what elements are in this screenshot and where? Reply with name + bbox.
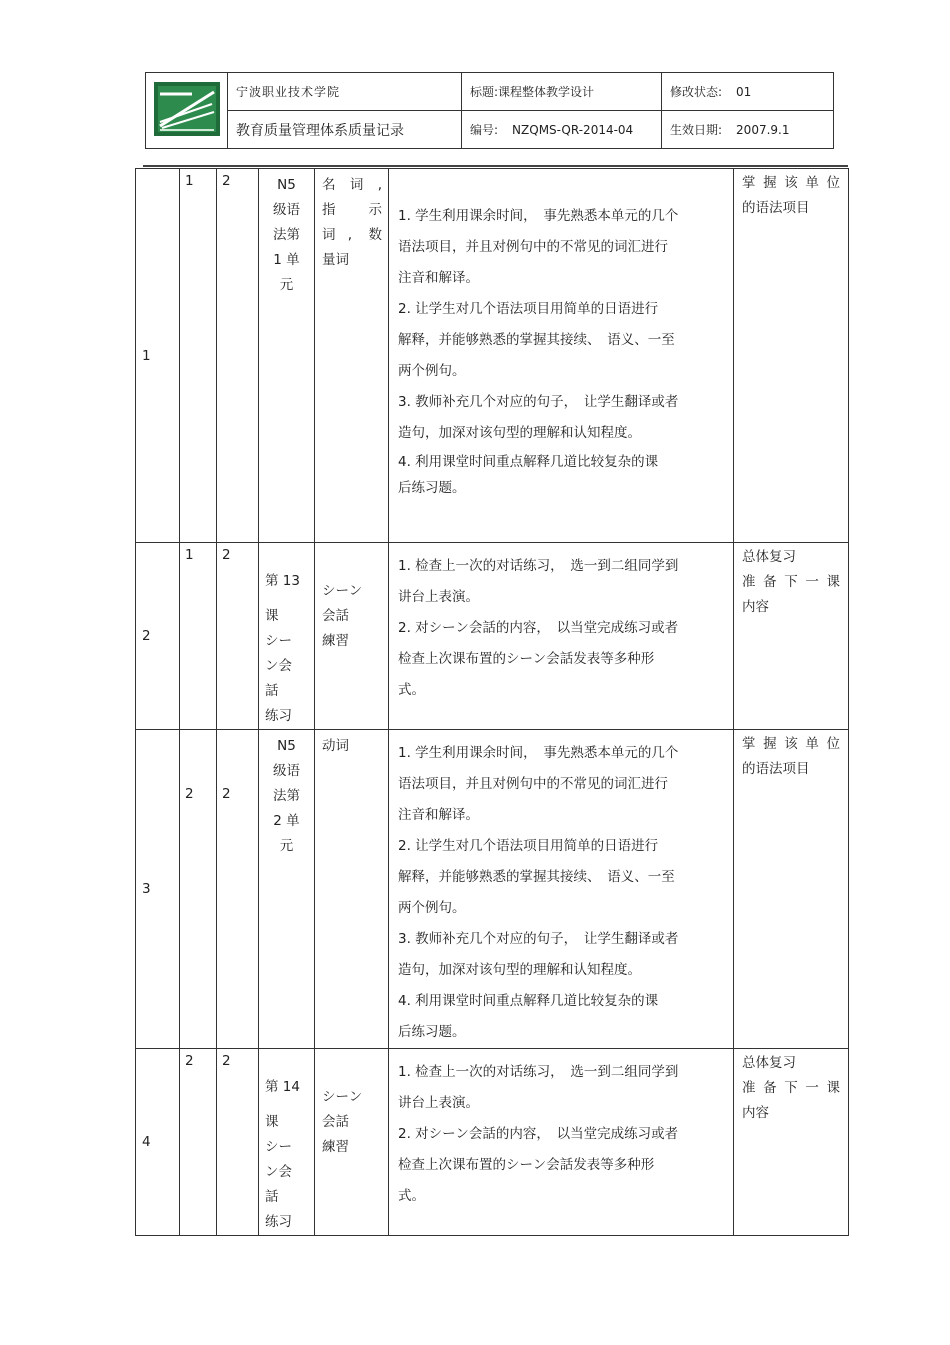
activity-line: 两个例句。: [398, 363, 466, 379]
goal-line: 内容: [742, 1105, 769, 1121]
activity-cell: [389, 543, 734, 730]
document-header: [145, 72, 834, 149]
content-type-cell: [315, 1049, 389, 1236]
content-type-line: シーン: [322, 1089, 363, 1105]
goal-line: 的语法项目: [742, 200, 810, 216]
topic-line: 話: [265, 1189, 279, 1205]
topic-line: 级语: [273, 763, 300, 779]
topic-line: ン会: [265, 1164, 292, 1180]
topic-line: 1 单: [273, 252, 300, 268]
title-label: 标题:: [470, 85, 499, 99]
goal-line: 总体复习: [742, 549, 796, 565]
content-type-line: 指 示: [322, 202, 382, 218]
table-row: [136, 543, 849, 730]
goal-cell: [734, 543, 849, 730]
content-type-line: 会話: [322, 608, 349, 624]
activity-line: 2. 让学生对几个语法项目用简单的日语进行: [398, 838, 659, 854]
topic-line: N5: [277, 738, 296, 754]
content-type-line: 量词: [322, 252, 349, 268]
goal-line: 内容: [742, 599, 769, 615]
content-type-line: 词, 数: [322, 227, 382, 243]
topic-cell: [259, 169, 315, 543]
content-type-line: 动词: [322, 738, 349, 754]
activity-line: 讲台上表演。: [398, 1095, 479, 1111]
row-number: 3: [136, 730, 180, 1049]
goal-line: 掌握该单位: [742, 175, 840, 191]
date-label: 生效日期:: [670, 123, 723, 137]
activity-line: 3. 教师补充几个对应的句子， 让学生翻译或者: [398, 394, 679, 410]
title-cell: [462, 73, 662, 111]
code-value: NZQMS-QR-2014-04: [512, 123, 634, 137]
activity-cell: [389, 1049, 734, 1236]
topic-line: 2 单: [273, 813, 300, 829]
activity-cell: [389, 169, 734, 543]
week-cell: 1: [180, 169, 217, 543]
topic-line: N5: [277, 177, 296, 193]
activity-cell: [389, 730, 734, 1049]
activity-line: 后练习题。: [398, 1024, 466, 1040]
activity-line: 2. 对シーン会話的内容， 以当堂完成练习或者: [398, 1126, 679, 1142]
activity-line: 解释，并能够熟悉的掌握其接续、 语义、一至: [398, 332, 675, 348]
school-logo-cell: [146, 73, 228, 149]
content-type-line: 練習: [322, 633, 349, 649]
topic-line: 法第: [273, 227, 300, 243]
activity-line: 语法项目，并且对例句中的不常见的词汇进行: [398, 239, 668, 255]
table-row: [136, 169, 849, 543]
activity-line: 后练习题。: [398, 480, 466, 496]
topic-line: 元: [279, 277, 294, 293]
date-cell: [662, 111, 834, 149]
activity-line: 检查上次课布置的シーン会話发表等多种形: [398, 651, 655, 667]
topic-line: 课: [265, 608, 279, 624]
topic-line: シー: [265, 633, 292, 649]
topic-line: シー: [265, 1139, 292, 1155]
activity-line: 2. 对シーン会話的内容， 以当堂完成练习或者: [398, 620, 679, 636]
goal-cell: [734, 730, 849, 1049]
hours-cell: 2: [217, 169, 259, 543]
activity-line: 4. 利用课堂时间重点解释几道比较复杂的课: [398, 454, 659, 470]
status-cell: [662, 73, 834, 111]
lesson-plan-table: [135, 168, 849, 1236]
topic-line: 级语: [273, 202, 300, 218]
content-type-line: 名词,: [322, 177, 382, 193]
hours-cell: 2: [217, 543, 259, 730]
status-value: 01: [736, 85, 752, 99]
topic-cell: [259, 1049, 315, 1236]
content-type-cell: [315, 730, 389, 1049]
activity-line: 4. 利用课堂时间重点解释几道比较复杂的课: [398, 993, 659, 1009]
activity-line: 式。: [398, 1188, 425, 1204]
activity-line: 1. 检查上一次的对话练习， 选一到二组同学到: [398, 558, 679, 574]
content-type-line: シーン: [322, 583, 363, 599]
activity-line: 检查上次课布置的シーン会話发表等多种形: [398, 1157, 655, 1173]
hours-cell: 2: [217, 730, 259, 1049]
activity-line: 造句，加深对该句型的理解和认知程度。: [398, 425, 641, 441]
status-label: 修改状态:: [670, 85, 723, 99]
goal-cell: [734, 169, 849, 543]
topic-line: 第 13: [265, 573, 300, 589]
row-number: 1: [136, 169, 180, 543]
code-label: 编号:: [470, 123, 499, 137]
activity-line: 3. 教师补充几个对应的句子， 让学生翻译或者: [398, 931, 679, 947]
table-row: [136, 730, 849, 1049]
activity-line: 式。: [398, 682, 425, 698]
activity-line: 1. 学生利用课余时间， 事先熟悉本单元的几个: [398, 208, 679, 224]
topic-line: 法第: [273, 788, 300, 804]
week-cell: 2: [180, 730, 217, 1049]
activity-line: 讲台上表演。: [398, 589, 479, 605]
date-value: 2007.9.1: [736, 123, 790, 137]
school-logo-icon: [154, 82, 220, 136]
activity-line: 两个例句。: [398, 900, 466, 916]
activity-line: 造句，加深对该句型的理解和认知程度。: [398, 962, 641, 978]
title-value: 课程整体教学设计: [498, 85, 595, 99]
week-cell: 2: [180, 1049, 217, 1236]
topic-line: 练习: [265, 708, 292, 724]
goal-line: 准备下一课: [742, 1080, 840, 1096]
goal-line: 总体复习: [742, 1055, 796, 1071]
topic-line: 课: [265, 1114, 279, 1130]
activity-line: 注音和解译。: [398, 270, 479, 286]
topic-cell: [259, 543, 315, 730]
content-type-line: 会話: [322, 1114, 349, 1130]
code-cell: [462, 111, 662, 149]
content-type-cell: [315, 543, 389, 730]
header-divider: [143, 165, 848, 167]
topic-line: 第 14: [265, 1079, 300, 1095]
topic-cell: [259, 730, 315, 1049]
activity-line: 1. 学生利用课余时间， 事先熟悉本单元的几个: [398, 745, 679, 761]
topic-line: ン会: [265, 658, 292, 674]
row-number: 4: [136, 1049, 180, 1236]
content-type-line: 練習: [322, 1139, 349, 1155]
table-row: [136, 1049, 849, 1236]
content-type-cell: [315, 169, 389, 543]
school-name: 宁波职业技术学院: [228, 73, 462, 111]
goal-line: 准备下一课: [742, 574, 840, 590]
activity-line: 1. 检查上一次的对话练习， 选一到二组同学到: [398, 1064, 679, 1080]
goal-line: 掌握该单位: [742, 736, 840, 752]
goal-line: 的语法项目: [742, 761, 810, 777]
quality-system-name: 教育质量管理体系质量记录: [228, 111, 462, 149]
row-number: 2: [136, 543, 180, 730]
hours-cell: 2: [217, 1049, 259, 1236]
topic-line: 話: [265, 683, 279, 699]
topic-line: 练习: [265, 1214, 292, 1230]
activity-line: 2. 让学生对几个语法项目用简单的日语进行: [398, 301, 659, 317]
activity-line: 注音和解译。: [398, 807, 479, 823]
topic-line: 元: [279, 838, 294, 854]
week-cell: 1: [180, 543, 217, 730]
activity-line: 语法项目，并且对例句中的不常见的词汇进行: [398, 776, 668, 792]
goal-cell: [734, 1049, 849, 1236]
activity-line: 解释，并能够熟悉的掌握其接续、 语义、一至: [398, 869, 675, 885]
